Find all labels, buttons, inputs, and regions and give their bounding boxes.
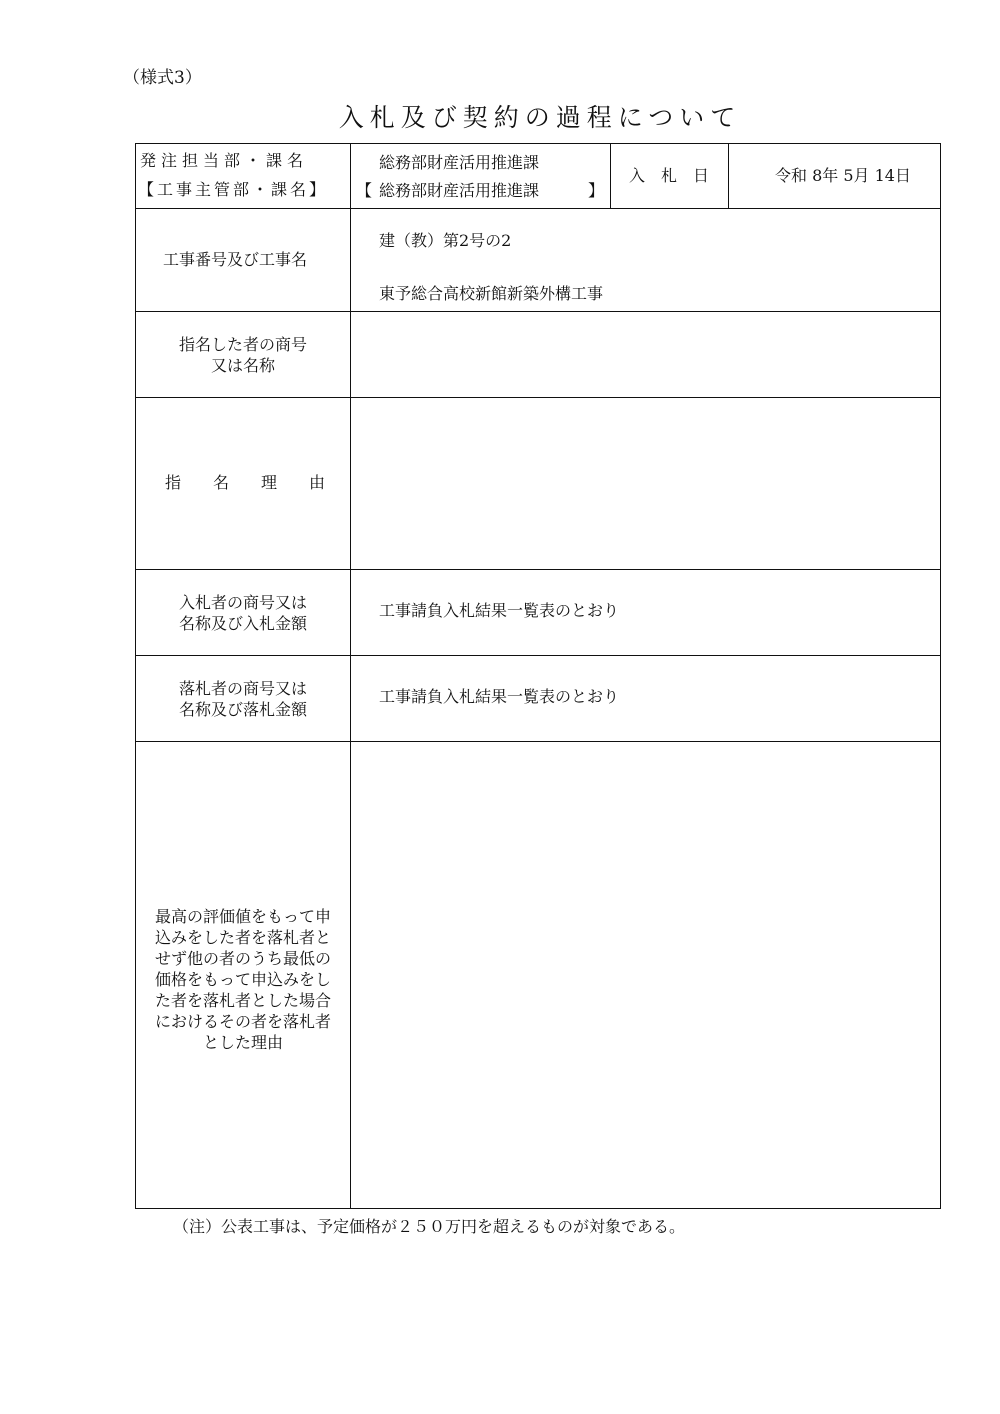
row-divider (135, 655, 941, 656)
exception-label-line: せず他の者のうち最低の (154, 949, 331, 968)
bid-date-label: 入 札 日 (629, 166, 710, 185)
exception-label-line: におけるその者を落札者 (154, 1012, 331, 1031)
bidders-value: 工事請負入札結果一覧表のとおり (379, 601, 620, 620)
exception-label-line: た者を落札者とした場合 (154, 991, 331, 1010)
project-number: 建（教）第2号の2 (379, 231, 512, 250)
bracket-open: 【 (356, 181, 373, 200)
winner-label-line: 名称及び落札金額 (178, 700, 307, 719)
exception-label-line: 価格をもって申込みをし (154, 970, 331, 989)
supervising-dept-label: 【工事主管部・課名】 (138, 180, 329, 199)
document-title: 入札及び契約の過程について (338, 103, 742, 132)
bidders-label (136, 592, 350, 634)
bidders-label-line: 名称及び入札金額 (178, 614, 307, 633)
row-divider (135, 208, 941, 209)
column-divider (350, 143, 351, 1209)
nominee-label-line: 又は名称 (210, 356, 275, 375)
nominee-label-line: 指名した者の商号 (178, 335, 307, 354)
column-divider (610, 143, 611, 209)
project-name: 東予総合高校新館新築外構工事 (379, 284, 604, 303)
winner-label (136, 678, 350, 720)
exception-label-line: とした理由 (202, 1033, 283, 1052)
footnote: （注）公表工事は、予定価格が２５０万円を超えるものが対象である。 (173, 1217, 686, 1236)
winner-value: 工事請負入札結果一覧表のとおり (379, 687, 620, 706)
project-label: 工事番号及び工事名 (163, 250, 308, 269)
row-divider (135, 397, 941, 398)
dept-value: 総務部財産活用推進課 (379, 153, 540, 172)
row-divider (135, 569, 941, 570)
bidders-label-line: 入札者の商号又は (178, 593, 307, 612)
form-number: （様式3） (123, 68, 202, 88)
exception-label-line: 最高の評価値をもって申 (154, 907, 331, 926)
dept-label: 発注担当部・課名 (140, 151, 309, 170)
bid-date-value: 令和 8年 5月 14日 (775, 166, 911, 185)
supervising-dept-value: 総務部財産活用推進課 (379, 181, 540, 200)
column-divider (728, 143, 729, 209)
nominee-label (136, 334, 350, 376)
nomination-reason-label: 指 名 理 由 (165, 473, 326, 492)
winner-label-line: 落札者の商号又は (178, 679, 307, 698)
bracket-close: 】 (588, 181, 605, 200)
exception-label-line: 込みをした者を落札者と (154, 928, 331, 947)
row-divider (135, 741, 941, 742)
row-divider (135, 311, 941, 312)
exception-reason-label (136, 906, 350, 1053)
